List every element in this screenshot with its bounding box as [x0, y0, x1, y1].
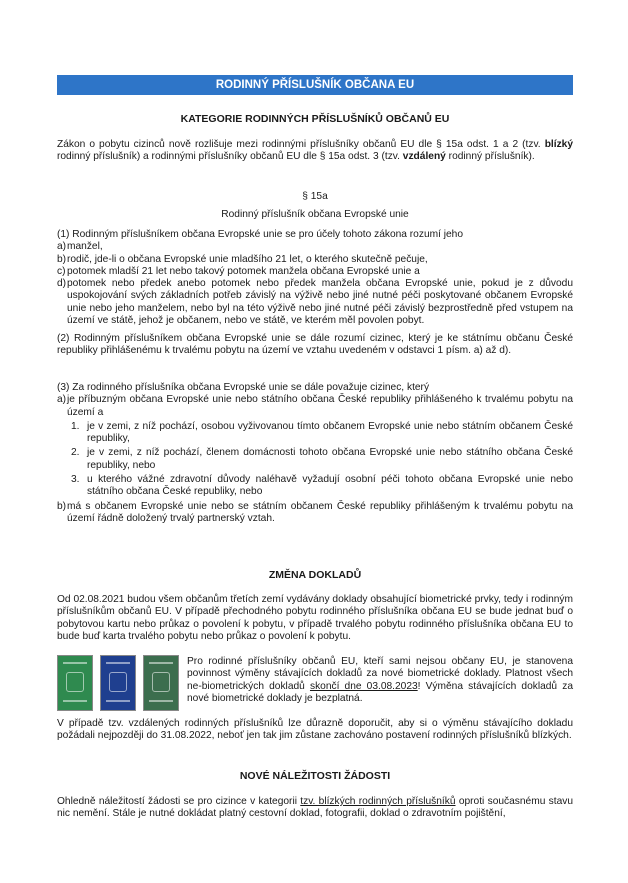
list-item: b) rodič, jde-li o občana Evropské unie mladšího 21 let, o kterého skutečně pečuje,: [57, 253, 428, 265]
sub-list-item: 2. je v zemi, z níž pochází, členem domácnosti tohoto občana Evropské unie nebo státního občana České republiky, nebo: [71, 447, 573, 471]
intro-paragraph: Zákon o pobytu cizinců nově rozlišuje mezi rodinnými příslušníky občanů EU dle § 15a odst. 1 a 2 (tzv. blízký rodinný příslušník) a rodinnými příslušníky občanů EU dle § 15a odst. 3 (tzv. vzdálený rodinný příslušník).: [57, 139, 573, 163]
paragraph-3: [57, 382, 573, 525]
law-section-title: Rodinný příslušník občana Evropské unie: [221, 209, 409, 220]
paragraph-1: [57, 229, 573, 327]
section-heading-document-change: ZMĚNA DOKLADŮ: [268, 569, 362, 581]
list-item: b) má s občanem Evropské unie nebo se státním občanem České republiky přihlášeným k trvalému pobytu na území řádně doložený trvalý partnerský vztah.: [57, 500, 573, 524]
paragraph-2: (2) Rodinným příslušníkem občana Evropské unie se dále rozumí cizinec, který je ke státnímu občanu České republiky přihlášenému k trvalému pobytu na území ve vztahu uvedeném v odstavci 1 písm. a) až d).: [57, 333, 573, 357]
distant-relatives-paragraph: V případě tzv. vzdálených rodinných příslušníků lze důrazně doporučit, aby si o výměnu stávajícího dokladu požádali nejpozději do 31.08.2022, neboť jen tak jim zůstane zachováno postavení rodinných příslušníků blízkých.: [57, 718, 573, 742]
list-item: d) potomek nebo předek anebo potomek nebo předek manžela občana Evropské unie, pokud je z důvodu uspokojování svých základních potřeb závislý na výživě nebo jiné nutné péči poskytované občanem Evropské unie nebo jeho manželem, nebo byl na této výživě nebo jiné nutné péči závislý bezprostředně před vstupem na území ve státě, jehož je občanem, nebo ve státě, ve kterém měl povolen pobyt.: [57, 278, 573, 327]
document-change-paragraph: Od 02.08.2021 budou všem občanům třetích zemí vydávány doklady obsahující biometrické prvky, tedy i rodinným příslušníkům občanů EU. V případě přechodného pobytu rodinného příslušníka občana EU se bude jednat buď o pobytovou kartu nebo průkaz o povolení k pobytu, v případě trvalého pobytu rodinného příslušníka občana EU to bude buď karta trvalého pobytu nebo průkaz o povolení k pobytu.: [57, 594, 573, 642]
section-heading-new-requirements: NOVÉ NÁLEŽITOSTI ŽÁDOSTI: [239, 770, 391, 782]
blue-id-card-icon: [100, 655, 136, 711]
list-item: c) potomek mladší 21 let nebo takový potomek manžela občana Evropské unie a: [57, 265, 420, 277]
cards-note-paragraph: Pro rodinné příslušníky občanů EU, kteří sami nejsou občany EU, je stanovena povinnost výměny stávajících dokladů za nové biometrické doklady. Platnost všech ne-biometrických dokladů skončí dne 03.08.2023! Výměna stávajících dokladů za nové biometrické doklady je bezplatná.: [187, 656, 573, 704]
paragraph-1-lead: (1) Rodinným příslušníkem občana Evropské unie se pro účely tohoto zákona rozumí jeho: [57, 229, 464, 240]
sub-list-item: 1. je v zemi, z níž pochází, osobou vyživovanou tímto občanem Evropské unie nebo státním občanem České republiky,: [71, 420, 573, 445]
green-id-card-icon: [57, 655, 93, 711]
section-heading-categories: KATEGORIE RODINNÝCH PŘÍSLUŠNÍKŮ OBČANŮ EU: [180, 113, 450, 125]
page-banner: RODINNÝ PŘÍSLUŠNÍK OBČANA EU: [57, 75, 573, 95]
list-item: a) je příbuzným občana Evropské unie nebo státního občana České republiky přihlášeného k trvalému pobytu na území a: [57, 394, 573, 418]
law-section-number: § 15a: [302, 191, 328, 202]
dark-green-id-card-icon: [143, 655, 179, 711]
residence-cards-image: [57, 655, 179, 713]
list-item: a) manžel,: [57, 241, 103, 253]
requirements-paragraph: Ohledně náležitostí žádosti se pro cizince v kategorii tzv. blízkých rodinných příslušníků oproti současnému stavu nic nemění. Stále je nutné dokládat platný cestovní doklad, fotografii, doklad o zdravotním pojištění,: [57, 796, 574, 820]
paragraph-3-lead: (3) Za rodinného příslušníka občana Evropské unie se dále považuje cizinec, který: [57, 382, 430, 393]
sub-list-item: 3. u kterého vážné zdravotní důvody naléhavě vyžadují osobní péči tohoto občana Evropské unie nebo státního občana České republiky, nebo: [71, 474, 573, 498]
